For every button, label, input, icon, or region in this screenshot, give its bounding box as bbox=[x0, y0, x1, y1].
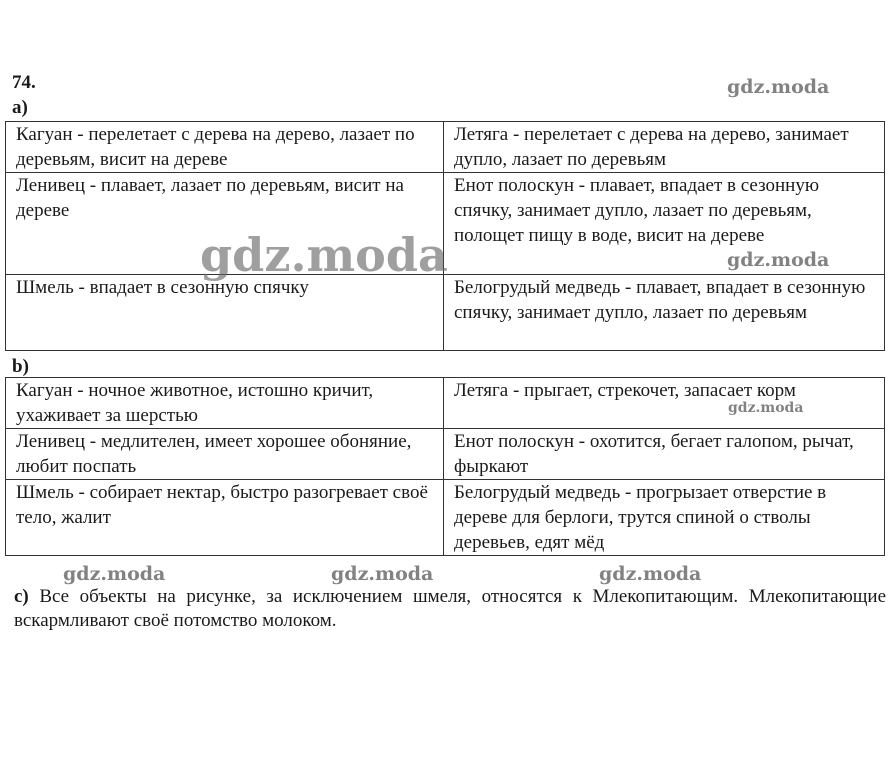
exercise-number: 74. bbox=[12, 72, 36, 93]
table-row bbox=[6, 122, 885, 173]
watermark: gdz.moda bbox=[728, 400, 804, 416]
watermark: gdz.moda bbox=[599, 563, 702, 585]
table-cell: Летяга - прыгает, стрекочет, запасает корм bbox=[444, 378, 885, 429]
table-cell: Кагуан - ночное животное, истошно кричит, ухаживает за шерстью bbox=[6, 378, 444, 429]
part-a-label: а) bbox=[12, 97, 28, 118]
table-cell: Белогрудый медведь - плавает, впадает в сезонную спячку, занимает дупло, лазает по деревьям bbox=[444, 275, 885, 351]
part-c-text: Все объекты на рисунке, за исключением шмеля, относятся к Млекопитающим. Млекопитающие вскармливают своё потомство молоком. bbox=[14, 586, 887, 631]
watermark: gdz.moda bbox=[331, 563, 434, 585]
table-cell: Белогрудый медведь - прогрызает отверстие в дереве для берлоги, трутся спиной о стволы деревьев, едят мёд bbox=[444, 480, 885, 556]
table-cell: Шмель - впадает в сезонную спячку bbox=[6, 275, 444, 351]
table-cell: Ленивец - медлителен, имеет хорошее обоняние, любит поспать bbox=[6, 429, 444, 480]
watermark: gdz.moda bbox=[63, 563, 166, 585]
table-cell: Кагуан - перелетает с дерева на дерево, лазает по деревьям, висит на дереве bbox=[6, 122, 444, 173]
part-b-label: b) bbox=[12, 356, 29, 377]
table-row bbox=[6, 480, 885, 556]
watermark: gdz.moda bbox=[727, 249, 830, 271]
part-c-paragraph bbox=[14, 585, 886, 633]
table-cell: Енот полоскун - охотится, бегает галопом, рычат, фыркают bbox=[444, 429, 885, 480]
table-cell: Енот полоскун - плавает, впадает в сезонную спячку, занимает дупло, лазает по деревьям, полощет пищу в воде, висит на дереве bbox=[444, 173, 885, 275]
table-row bbox=[6, 275, 885, 351]
part-c-label: с) bbox=[14, 586, 29, 607]
watermark: gdz.moda bbox=[200, 228, 448, 282]
watermark: gdz.moda bbox=[727, 76, 830, 98]
table-cell: Ленивец - плавает, лазает по деревьям, висит на дереве bbox=[6, 173, 444, 275]
table-row bbox=[6, 429, 885, 480]
table-cell: Шмель - собирает нектар, быстро разогревает своё тело, жалит bbox=[6, 480, 444, 556]
table-cell: Летяга - перелетает с дерева на дерево, занимает дупло, лазает по деревьям bbox=[444, 122, 885, 173]
